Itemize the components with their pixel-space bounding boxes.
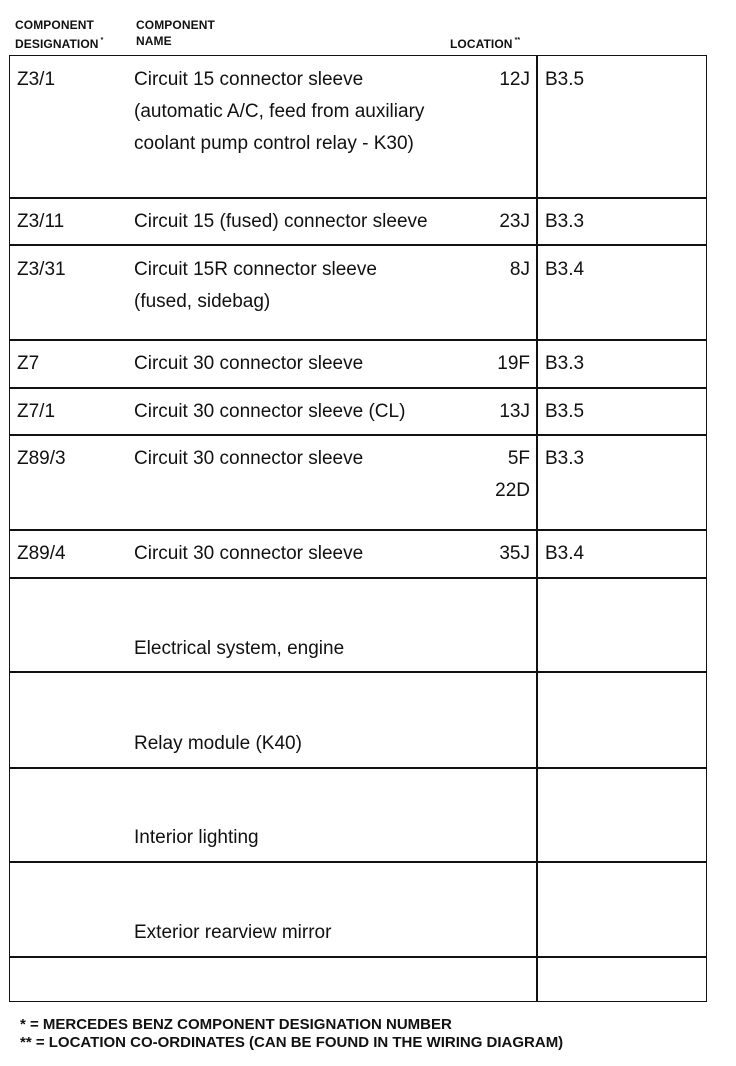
row-divider: [9, 861, 707, 863]
table-row-location: B3.5: [545, 69, 585, 90]
table-row-coordinate: 35J: [499, 543, 530, 564]
row-divider: [9, 339, 707, 341]
header-component-designation: [15, 17, 133, 52]
table-row-coordinate: 12J: [499, 69, 530, 90]
section-heading: Exterior rearview mirror: [134, 922, 332, 943]
section-heading: Relay module (K40): [134, 733, 302, 754]
footnotes: [20, 1016, 563, 1052]
header-location: [450, 33, 570, 52]
table-row-name-line: Circuit 30 connector sleeve: [134, 543, 364, 564]
header-component-name: COMPONENT NAME: [136, 18, 215, 48]
section-heading: Interior lighting: [134, 827, 259, 848]
table-row-location: B3.3: [545, 211, 585, 232]
table-row-location: B3.3: [545, 353, 585, 374]
row-divider: [9, 244, 707, 246]
table-row-location: B3.3: [545, 448, 585, 469]
table-row-designation: Z89/3: [17, 448, 66, 469]
table-row-coordinate: 23J: [499, 211, 530, 232]
table-row-designation: Z7: [17, 353, 40, 374]
table-row-coordinate: 13J: [499, 401, 530, 422]
header-designation-mark: *: [100, 37, 104, 44]
table-row-location: B3.4: [545, 543, 585, 564]
table-row-designation: Z7/1: [17, 401, 56, 422]
table-row-name-line: Circuit 15 (fused) connector sleeve: [134, 211, 428, 232]
table-row-coordinate: 22D: [495, 480, 530, 501]
row-divider: [9, 767, 707, 769]
row-divider: [9, 387, 707, 389]
table-row-coordinate: 5F: [507, 448, 530, 469]
table-row-name-line: Circuit 30 connector sleeve: [134, 448, 364, 469]
footnote-location: ** = LOCATION CO-ORDINATES (CAN BE FOUND IN THE WIRING DIAGRAM): [20, 1034, 564, 1051]
table-row-designation: Z3/1: [17, 69, 56, 90]
row-divider: [9, 671, 707, 673]
table-row-name-line: Circuit 30 connector sleeve (CL): [134, 401, 406, 422]
table-row-name-line: coolant pump control relay - K30): [134, 133, 414, 154]
row-divider: [9, 197, 707, 199]
table-row-location: B3.4: [545, 259, 585, 280]
section-heading: Electrical system, engine: [134, 638, 345, 659]
table-row-designation: Z89/4: [17, 543, 66, 564]
table-row-designation: Z3/31: [17, 259, 66, 280]
footnote-designation: * = MERCEDES BENZ COMPONENT DESIGNATION NUMBER: [20, 1016, 452, 1033]
header-location-mark: **: [514, 37, 521, 44]
table-row-name-line: Circuit 15R connector sleeve: [134, 259, 377, 280]
table-row-coordinate: 19F: [497, 353, 530, 374]
table-row-name-line: (automatic A/C, feed from auxiliary: [134, 101, 425, 122]
table-row-name-line: Circuit 15 connector sleeve: [134, 69, 364, 90]
table-row-coordinate: 8J: [509, 259, 530, 280]
table-row-name-line: (fused, sidebag): [134, 291, 271, 312]
table-row-location: B3.5: [545, 401, 585, 422]
table-row-name-line: Circuit 30 connector sleeve: [134, 353, 364, 374]
row-divider: [9, 434, 707, 436]
row-divider: [9, 956, 707, 958]
table-row-designation: Z3/11: [17, 211, 65, 232]
header-designation-text: COMPONENT DESIGNATION: [15, 18, 99, 51]
header-location-text: LOCATION: [450, 37, 513, 51]
row-divider: [9, 529, 707, 531]
row-divider: [9, 577, 707, 579]
